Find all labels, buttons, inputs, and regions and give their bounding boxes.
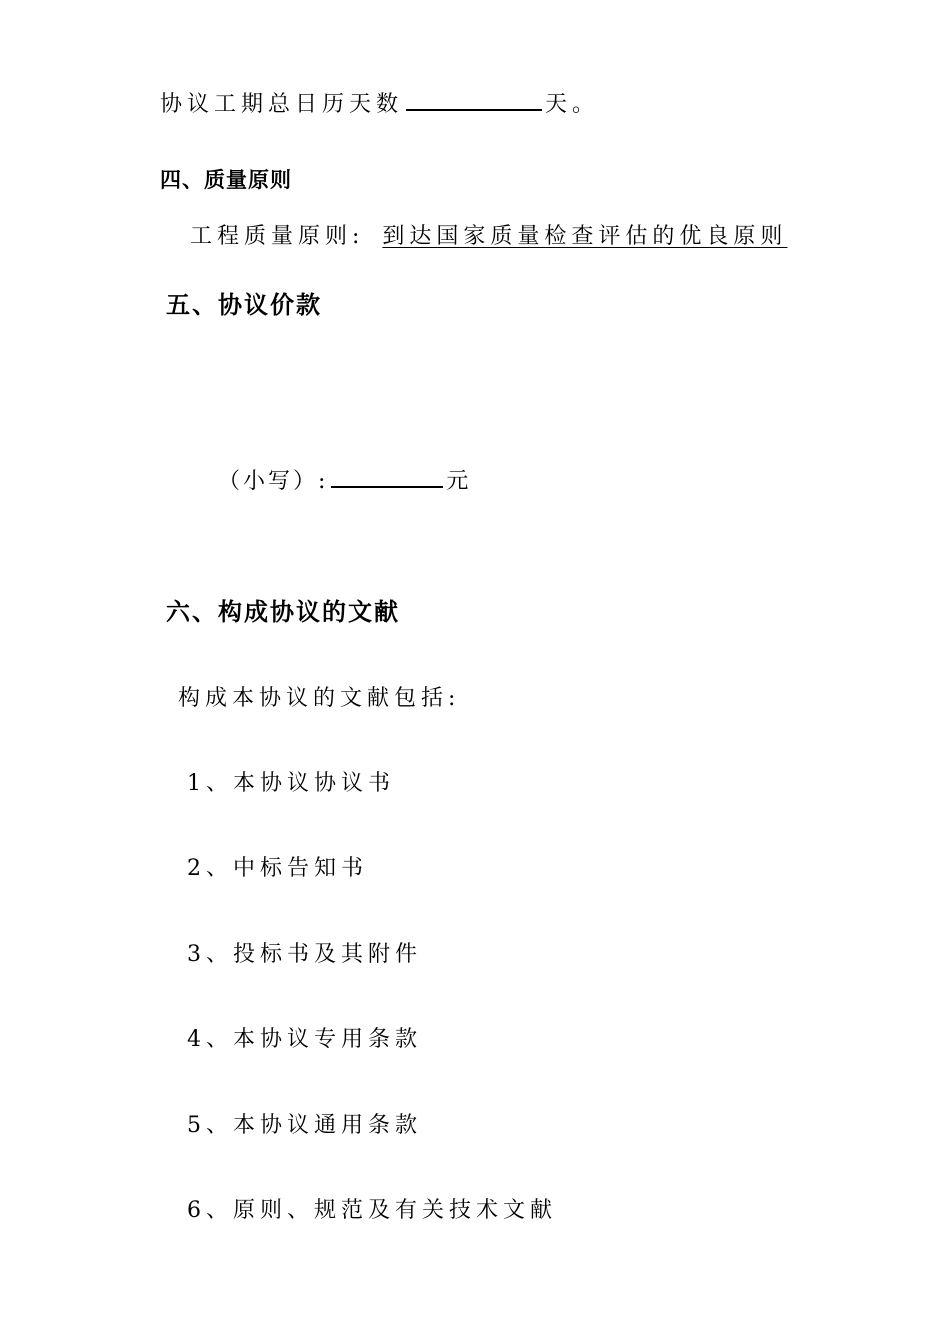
quality-standard-label: 工程质量原则: [190, 224, 365, 249]
duration-line [160, 89, 599, 116]
price-blank [331, 466, 443, 488]
list-item: 2、中标告知书 [187, 856, 368, 881]
price-currency-unit: 元 [446, 469, 472, 494]
documents-intro: 构成本协议的文献包括: [178, 686, 461, 711]
section6-heading: 六、构成协议的文献 [166, 598, 400, 626]
quality-standard-value: 到达国家质量检查评估的优良原则 [382, 224, 788, 249]
price-lowercase-label: （小写）: [218, 469, 329, 494]
list-item: 3、投标书及其附件 [187, 942, 422, 967]
quality-standard-line [190, 226, 787, 248]
list-item: 1、本协议协议书 [187, 771, 395, 796]
duration-label: 协议工期总日历天数 [160, 92, 404, 117]
section5-heading: 五、协议价款 [166, 291, 322, 319]
list-item: 4、本协议专用条款 [187, 1027, 422, 1052]
section4-heading: 四、质量原则 [160, 168, 292, 192]
list-item: 6、原则、规范及有关技术文献 [187, 1198, 557, 1223]
duration-blank [406, 89, 542, 111]
price-lowercase-line [218, 466, 471, 493]
duration-suffix: 天。 [545, 92, 600, 117]
list-item: 5、本协议通用条款 [187, 1113, 422, 1138]
